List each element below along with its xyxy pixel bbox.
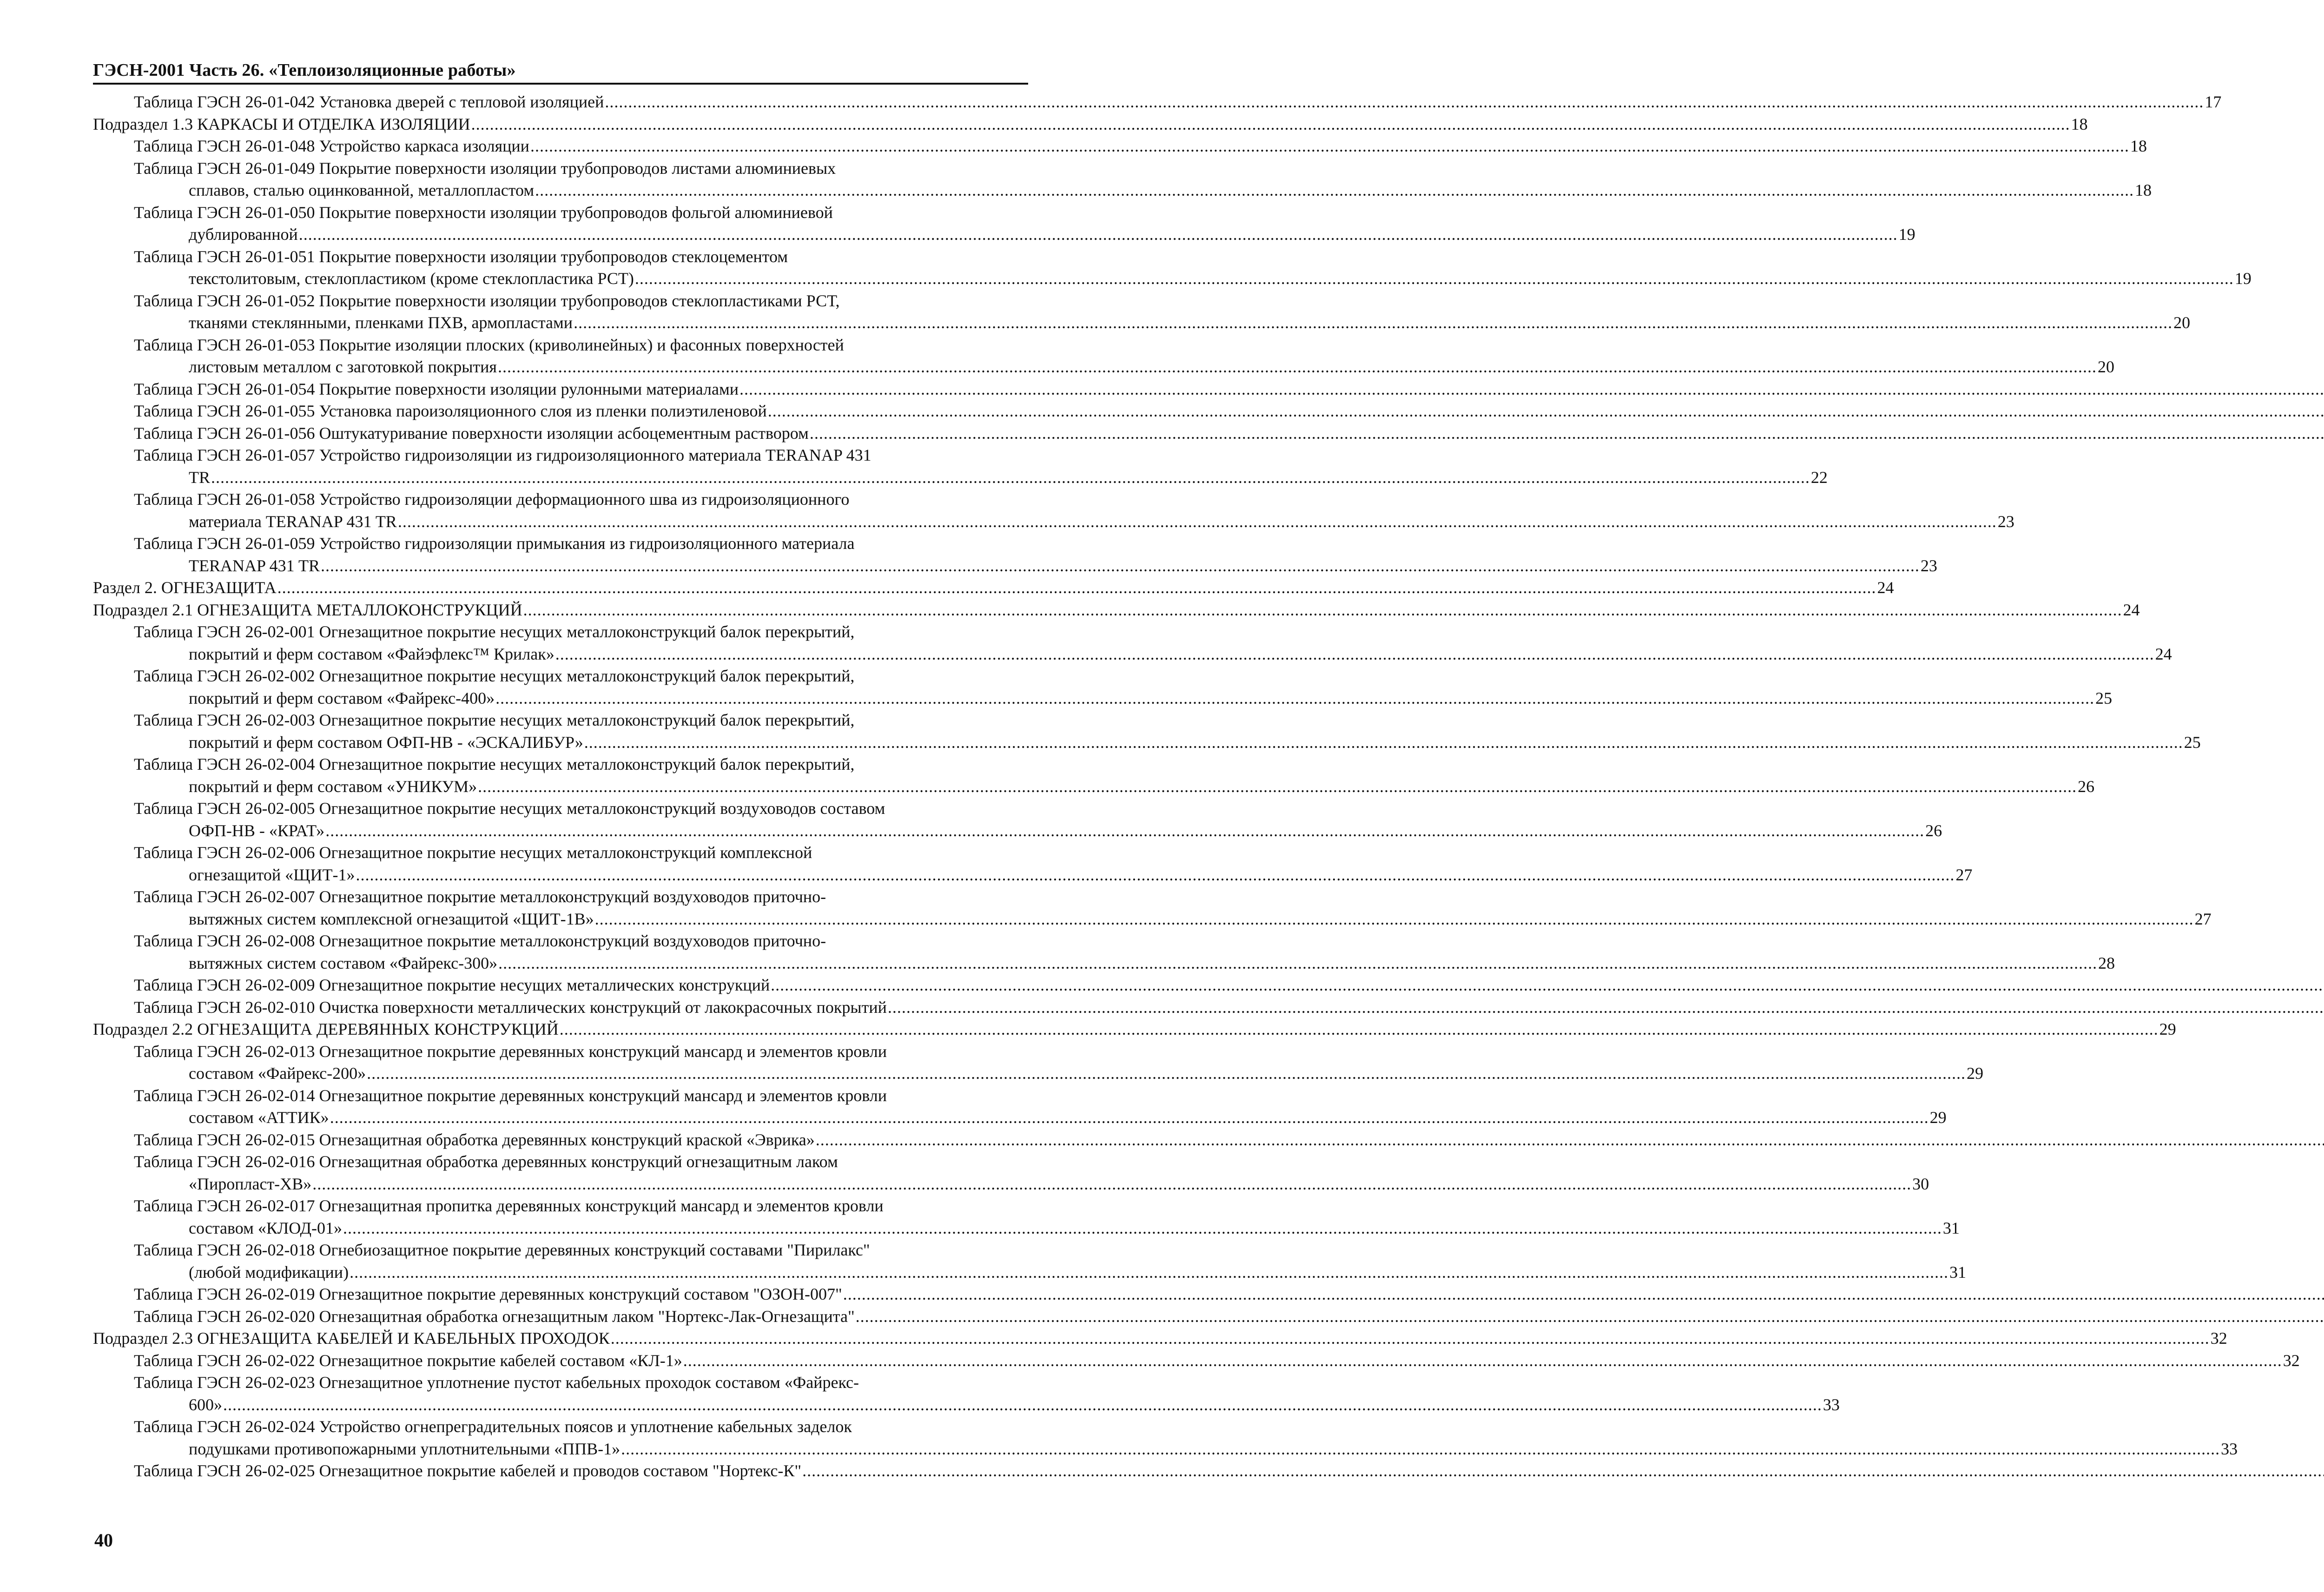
toc-entry-line [134,1394,1840,1416]
toc-table-entry [93,202,1915,246]
running-header: ГЭСН-2001 Часть 26. «Теплоизоляционные работы» [93,59,1028,85]
toc-page-number: 18 [2071,114,2088,133]
dot-leader [888,997,2324,1019]
toc-entry-line [134,511,2014,533]
toc-entry-line [134,798,1028,820]
toc-entry-text: Таблица ГЭСН 26-01-052 Покрытие поверхности изоляции трубопроводов стеклопластиками РСТ, [134,291,840,310]
toc-section-entry [93,577,1894,599]
toc-entry-line [134,202,1028,224]
dot-leader [530,135,2129,158]
toc-entry-line [134,246,1028,268]
toc-page-number: 29 [1929,1108,1947,1127]
toc-entry-line [134,224,1915,246]
toc-entry-text: Таблица ГЭСН 26-02-023 Огнезащитное уплотнение пустот кабельных проходок составом «Файрекс- [134,1373,859,1392]
toc-page-number: 33 [2221,1439,2238,1458]
toc-page-number: 23 [1921,556,1938,575]
dot-leader [343,1217,1942,1240]
dot-leader [277,577,1876,599]
toc-table-entry [93,1239,1967,1283]
toc-entry-text: Таблица ГЭСН 26-02-019 Огнезащитное покрытие деревянных конструкций составом "ОЗОН-007" [134,1285,842,1303]
dot-leader [856,1306,2324,1328]
toc-entry-text: TERANAP 431 TR [189,556,320,575]
toc-entry-text: Таблица ГЭСН 26-02-013 Огнезащитное покрытие деревянных конструкций мансард и элементов кровли [134,1042,887,1061]
toc-page-number: 26 [2078,777,2095,796]
dot-leader [611,1328,2210,1350]
toc-entry-line [134,1129,1028,1151]
toc-entry-text: Таблица ГЭСН 26-02-004 Огнезащитное покрытие несущих металлоконструкций балок перекрытий, [134,755,855,773]
toc-page-number: 30 [1912,1174,1929,1193]
toc-table-entry [93,1306,1028,1328]
toc-table-entry [93,930,2115,974]
toc-entry-line [134,1416,1028,1438]
toc-entry-text: TR [189,468,211,487]
toc-entry-line [134,1173,1929,1196]
toc-entry-line [134,91,2222,113]
toc-entry-text: 600» [189,1395,222,1414]
toc-entry-text: Таблица ГЭСН 26-01-054 Покрытие поверхности изоляции рулонными материалами [134,379,739,398]
toc-entry-text: Таблица ГЭСН 26-02-001 Огнезащитное покрытие несущих металлоконструкций балок перекрытий, [134,622,855,641]
toc-table-entry [93,1041,1984,1085]
toc-entry-line [134,1217,1960,1240]
toc-entry-text: материала TERANAP 431 TR [189,512,397,531]
toc-table-entry [93,378,1028,401]
toc-entry-text: Подраздел 1.3 КАРКАСЫ И ОТДЕЛКА ИЗОЛЯЦИИ [93,114,470,133]
toc-entry-line [134,135,2147,158]
dot-leader [211,467,1810,489]
toc-table-entry [93,798,1942,842]
toc-entry-text: Таблица ГЭСН 26-02-024 Устройство огнепреградительных поясов и уплотнение кабельных заделок [134,1417,852,1436]
toc-entry-text: Таблица ГЭСН 26-02-003 Огнезащитное покрытие несущих металлоконструкций балок перекрытий, [134,711,855,729]
toc-subsection-entry [93,113,2088,136]
toc-entry-line [134,886,1028,908]
toc-page-number: 19 [2234,269,2251,288]
toc-table-entry [93,1195,1960,1239]
toc-page-number: 25 [2184,733,2201,752]
toc-entry-line [134,1063,1984,1085]
toc-entry-line [134,467,1828,489]
dot-leader [367,1063,1966,1085]
toc-page-number: 29 [1967,1064,1984,1083]
toc-entry-text: Раздел 2. ОГНЕЗАЩИТА [93,578,277,597]
dot-leader [498,952,2097,975]
toc-entry-text: покрытий и ферм составом «УНИКУМ» [189,777,477,796]
dot-leader [584,732,2183,754]
dot-leader [560,1018,2159,1041]
toc-table-entry [93,886,2212,930]
toc-entry-line [134,997,1028,1019]
toc-page-number: 24 [2123,600,2140,619]
dot-leader [555,643,2154,666]
dot-leader [321,555,1920,577]
toc-table-entry [93,400,1028,423]
toc-table-entry [93,1283,1028,1306]
toc-entry-line [134,1306,1028,1328]
toc-entry-line [134,555,1938,577]
toc-page-number: 24 [2155,644,2172,663]
dot-leader [223,1394,1822,1416]
page-number: 40 [94,1530,113,1551]
toc-entry-text: Таблица ГЭСН 26-01-049 Покрытие поверхности изоляции трубопроводов листами алюминиевых [134,159,836,178]
toc-entry-text: Таблица ГЭСН 26-02-008 Огнезащитное покрытие металлоконструкций воздуховодов приточно- [134,931,826,950]
toc-entry-line [134,444,1028,467]
toc-entry-text: Подраздел 2.2 ОГНЕЗАЩИТА ДЕРЕВЯННЫХ КОНСТРУКЦИЙ [93,1020,559,1038]
toc-entry-text: Таблица ГЭСН 26-02-005 Огнезащитное покрытие несущих металлоконструкций воздуховодов составом [134,799,885,818]
toc-entry-text: Таблица ГЭСН 26-01-053 Покрытие изоляции плоских (криволинейных) и фасонных поверхностей [134,335,844,354]
toc-entry-text: Таблица ГЭСН 26-01-051 Покрытие поверхности изоляции трубопроводов стеклоцементом [134,247,788,266]
toc-entry-text: дублированной [189,225,298,244]
toc-entry-line [134,1041,1028,1063]
toc-page-number: 27 [2194,909,2212,928]
toc-page-number: 28 [2098,953,2115,972]
dot-leader [498,356,2097,378]
toc-subsection-entry [93,599,2140,621]
dot-leader [595,908,2194,931]
toc-entry-text: Таблица ГЭСН 26-02-002 Огнезащитное покрытие несущих металлоконструкций балок перекрытий, [134,667,855,685]
toc-entry-text: Таблица ГЭСН 26-02-014 Огнезащитное покрытие деревянных конструкций мансард и элементов кровли [134,1086,887,1105]
toc-entry-text: Таблица ГЭСН 26-01-055 Установка пароизоляционного слоя из пленки полиэтиленовой [134,402,767,420]
toc-entry-line [134,489,1028,511]
toc-page-number: 27 [1955,865,1973,884]
toc-entry-text: покрытий и ферм составом ОФП-НВ - «ЭСКАЛИБУР» [189,733,583,752]
toc-page-number: 17 [2205,92,2222,111]
toc-page-number: 18 [2135,181,2152,199]
toc-entry-text: сплавов, сталью оцинкованной, металлопластом [189,181,535,199]
toc-entry-line [134,334,1028,357]
toc-entry-text: Таблица ГЭСН 26-02-020 Огнезащитная обработка огнезащитным лаком "Нортекс-Лак-Огнезащита" [134,1307,855,1326]
toc-entry-text: Подраздел 2.1 ОГНЕЗАЩИТА МЕТАЛЛОКОНСТРУКЦИЙ [93,600,522,619]
toc-table-entry [93,753,2095,798]
toc-table-entry [93,334,2114,378]
dot-leader [683,1350,2282,1372]
toc-table-entry [93,1372,1840,1416]
dot-leader [471,113,2070,136]
toc-entry-line [134,842,1028,864]
toc-entry-line [134,356,2114,378]
table-of-contents [93,91,2300,1482]
toc-entry-line [134,533,1028,555]
toc-table-entry [93,444,1828,489]
toc-entry-line [134,930,1028,952]
toc-page-number: 32 [2210,1329,2227,1348]
toc-entry-line [134,709,1028,732]
toc-entry-text: Таблица ГЭСН 26-02-010 Очистка поверхности металлических конструкций от лакокрасочных покрытий [134,997,887,1017]
toc-entry-text: Таблица ГЭСН 26-01-059 Устройство гидроизоляции примыкания из гидроизоляционного материала [134,534,855,553]
dot-leader [621,1438,2220,1460]
toc-page-number: 29 [2159,1020,2176,1038]
toc-table-entry [93,1151,1929,1195]
toc-entry-text: покрытий и ферм составом «Файрекс-400» [189,688,495,707]
dot-leader [574,312,2172,334]
toc-entry-text: огнезащитой «ЩИТ-1» [189,865,355,884]
toc-entry-line [134,776,2095,798]
toc-entry-line [134,1283,1028,1306]
toc-entry-text: покрытий и ферм составом «Файэфлекс™ Крилак» [189,644,555,663]
toc-table-entry [93,709,2201,753]
toc-entry-text: «Пиропласт-ХВ» [189,1174,312,1193]
toc-entry-line [93,1328,2227,1350]
toc-entry-line [134,158,1028,180]
toc-entry-text: (любой модификации) [189,1262,349,1282]
toc-entry-text: Таблица ГЭСН 26-01-042 Установка дверей с тепловой изоляцией [134,92,604,111]
toc-page-number: 32 [2283,1351,2300,1370]
toc-page-number: 31 [1943,1218,1960,1237]
toc-entry-text: листовым металлом с заготовкой покрытия [189,357,497,376]
dot-leader [739,378,2324,401]
toc-entry-line [134,820,1942,842]
toc-entry-line [134,1262,1967,1284]
toc-table-entry [93,135,2147,158]
toc-entry-text: текстолитовым, стеклопластиком (кроме стеклопластика РСТ) [189,269,634,288]
toc-entry-line [134,621,1028,643]
toc-entry-line [134,643,2172,666]
dot-leader [605,91,2204,113]
toc-entry-line [134,290,1028,312]
toc-entry-text: ОФП-НВ - «КРАТ» [189,821,325,840]
toc-table-entry [93,246,2251,290]
toc-page-number: 23 [1997,512,2014,531]
toc-entry-text: составом «КЛОД-01» [189,1218,343,1237]
toc-subsection-entry [93,1018,2176,1041]
toc-entry-line [134,1350,2300,1372]
toc-entry-text: Таблица ГЭСН 26-01-050 Покрытие поверхности изоляции трубопроводов фольгой алюминиевой [134,203,833,222]
toc-entry-line [134,1195,1028,1217]
toc-entry-line [134,952,2115,975]
toc-entry-line [134,753,1028,776]
toc-table-entry [93,974,1028,997]
dot-leader [535,179,2134,202]
dot-leader [843,1283,2324,1306]
toc-entry-text: Таблица ГЭСН 26-02-015 Огнезащитная обработка деревянных конструкций краской «Эврика» [134,1130,815,1149]
toc-entry-text: Таблица ГЭСН 26-02-009 Огнезащитное покрытие несущих металлических конструкций [134,976,770,994]
toc-entry-text: подушками противопожарными уплотнительными «ППВ-1» [189,1439,621,1458]
dot-leader [478,776,2077,798]
toc-entry-line [93,577,1894,599]
toc-page-number: 33 [1823,1395,1840,1414]
toc-page-number: 24 [1877,578,1894,597]
dot-leader [771,974,2324,997]
dot-leader [325,820,1924,842]
toc-table-entry [93,842,1973,886]
toc-subsection-entry [93,1328,2227,1350]
toc-entry-line [134,864,1973,886]
toc-entry-line [134,1239,1028,1262]
toc-table-entry [93,621,2172,665]
toc-page-number: 19 [1898,225,1915,244]
toc-entry-line [134,1085,1028,1107]
toc-entry-line [134,732,2201,754]
toc-entry-line [134,1460,1028,1482]
toc-page-number: 20 [2097,357,2114,376]
toc-table-entry [93,1129,1028,1151]
toc-table-entry [93,489,2014,533]
dot-leader [810,423,2324,445]
toc-entry-line [134,908,2212,931]
toc-page-number: 22 [1811,468,1828,487]
toc-table-entry [93,91,2222,113]
toc-entry-line [134,378,1028,401]
toc-entry-line [134,974,1028,997]
dot-leader [350,1262,1948,1284]
toc-entry-text: составом «АТТИК» [189,1108,329,1127]
toc-table-entry [93,533,1938,577]
dot-leader [495,687,2094,710]
toc-entry-text: Таблица ГЭСН 26-02-025 Огнезащитное покрытие кабелей и проводов составом "Нортекс-К" [134,1461,802,1480]
toc-entry-text: Таблица ГЭСН 26-01-058 Устройство гидроизоляции деформационного шва из гидроизоляционного [134,490,850,509]
toc-table-entry [93,997,1028,1019]
toc-entry-line [93,1018,2176,1041]
toc-entry-text: Таблица ГЭСН 26-02-006 Огнезащитное покрытие несущих металлоконструкций комплексной [134,843,812,862]
toc-entry-line [134,1438,2238,1460]
toc-page-number: 18 [2130,137,2147,155]
dot-leader [523,599,2122,621]
toc-table-entry [93,423,1028,445]
dot-leader [635,268,2234,290]
dot-leader [356,864,1954,886]
toc-entry-text: Таблица ГЭСН 26-01-048 Устройство каркаса изоляции [134,137,529,155]
toc-page-number: 31 [1949,1262,1967,1282]
dot-leader [768,400,2324,423]
toc-entry-line [134,1372,1028,1394]
toc-entry-text: Таблица ГЭСН 26-02-017 Огнезащитная пропитка деревянных конструкций мансард и элементов кровли [134,1196,884,1215]
toc-table-entry [93,1460,1028,1482]
toc-entry-line [93,113,2088,136]
toc-entry-text: составом «Файрекс-200» [189,1064,366,1083]
toc-entry-text: вытяжных систем комплексной огнезащитой «ЩИТ-1В» [189,909,594,928]
toc-entry-line [134,400,1028,423]
toc-page-number: 25 [2095,688,2113,707]
toc-table-entry [93,665,2113,709]
toc-entry-text: Таблица ГЭСН 26-01-057 Устройство гидроизоляции из гидроизоляционного материала TERANAP 431 [134,446,872,464]
toc-entry-line [134,1107,1947,1129]
toc-entry-text: Таблица ГЭСН 26-02-022 Огнезащитное покрытие кабелей составом «КЛ-1» [134,1351,682,1370]
toc-entry-text: вытяжных систем составом «Файрекс-300» [189,953,498,972]
toc-entry-text: Таблица ГЭСН 26-02-018 Огнебиозащитное покрытие деревянных конструкций составами "Пирилакс" [134,1241,870,1259]
toc-page-number: 26 [1925,821,1942,840]
toc-table-entry [93,1085,1947,1129]
toc-table-entry [93,1350,2300,1372]
toc-entry-line [134,268,2251,290]
toc-entry-line [134,312,2191,334]
toc-table-entry [93,1416,2238,1460]
dot-leader [398,511,1997,533]
toc-entry-line [134,665,1028,687]
dot-leader [312,1173,1911,1196]
toc-entry-text: тканями стеклянными, пленками ПХВ, армопластами [189,313,573,332]
dot-leader [299,224,1898,246]
toc-entry-line [93,599,2140,621]
toc-entry-line [134,687,2113,710]
toc-entry-line [134,423,1028,445]
dot-leader [816,1129,2324,1151]
toc-entry-text: Таблица ГЭСН 26-02-007 Огнезащитное покрытие металлоконструкций воздуховодов приточно- [134,887,826,906]
toc-entry-line [134,179,2152,202]
toc-table-entry [93,290,2191,334]
toc-entry-text: Подраздел 2.3 ОГНЕЗАЩИТА КАБЕЛЕЙ И КАБЕЛЬНЫХ ПРОХОДОК [93,1329,610,1348]
toc-page-number: 20 [2173,313,2191,332]
dot-leader [330,1107,1929,1129]
toc-table-entry [93,158,2152,202]
toc-entry-line [134,1151,1028,1173]
toc-entry-text: Таблица ГЭСН 26-01-056 Оштукатуривание поверхности изоляции асбоцементным раствором [134,423,809,443]
toc-entry-text: Таблица ГЭСН 26-02-016 Огнезащитная обработка деревянных конструкций огнезащитным лаком [134,1152,838,1171]
dot-leader [802,1460,2324,1482]
